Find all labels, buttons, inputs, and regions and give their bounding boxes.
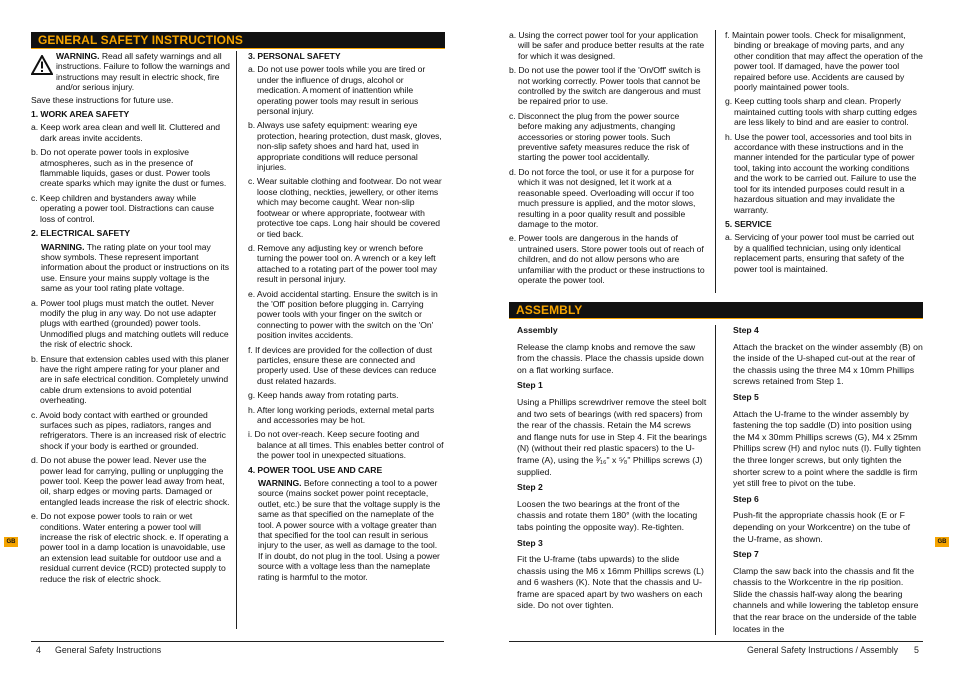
list-item: g. Keep hands away from rotating parts. xyxy=(248,390,399,401)
list-item: c. Disconnect the plug from the power source before making any adjustments, changing accessories or storing power tools. Such preventive safety measures reduce the risk of starting the power tool accidentally. xyxy=(509,110,690,163)
list-item: a. Keep work area clean and well lit. Cluttered and dark areas invite accidents. xyxy=(31,122,221,143)
step-4-text: Attach the bracket on the winder assembly (B) on the inside of the U-shaped cut-out at the rear of the chassis using the three M4 x 10mm Phillips screws retained from Step 1. xyxy=(733,341,923,387)
column-divider xyxy=(236,51,237,629)
heading-work-area-safety: 1. WORK AREA SAFETY xyxy=(31,109,130,120)
section-title-assembly: ASSEMBLY xyxy=(509,302,923,319)
heading-step-7: Step 7 xyxy=(733,549,759,560)
heading-assembly: Assembly xyxy=(517,325,558,335)
list-item: h. Use the power tool, accessories and tool bits in accordance with these instructions and in the manner intended for the particular type of power tool, taking into account the working conditions and the work to be carried out. Failure to use the tool for its intended purposes could result in a hazardous situation and may invalidate the warranty. xyxy=(725,131,917,215)
list-item: e. Avoid accidental starting. Ensure the switch is in the 'Off' position before plugging in. Carrying power tools with your finger on the switch or connecting to power with the switch on the 'On' position invites accidents. xyxy=(248,288,438,341)
list-item: b. Do not operate power tools in explosive atmospheres, such as in the presence of flammable liquids, gases or dust. Power tools create sparks which may ignite the dust or fumes. xyxy=(31,147,227,189)
right-column-1 xyxy=(509,30,705,289)
list-item: i. Do not over-reach. Keep secure footing and balance at all times. This enables better control of the power tool in unexpected situations. xyxy=(248,429,444,461)
step-3-text: Fit the U-frame (tabs upwards) to the slide chassis using the M6 x 16mm Phillips screws (L) and 6 washers (K). Note that the chassis and U-frame are spaced apart by two washers on each side. Do not over tighten. xyxy=(517,554,704,611)
assembly-column-2 xyxy=(733,325,923,639)
heading-step-4: Step 4 xyxy=(733,325,759,335)
list-item: c. Avoid body contact with earthed or grounded surfaces such as pipes, radiators, ranges and refrigerators. There is an increased risk of electric shock if your body is earthed or grounded. xyxy=(31,409,226,451)
list-item: c. Wear suitable clothing and footwear. Do not wear loose clothing, neckties, jewellery, or other items which may become caught. Wear non-slip footwear or where appropriate, footwear with protective toe caps. Long hair should be covered or tied back. xyxy=(248,176,442,239)
list-item: e. Power tools are dangerous in the hands of untrained users. Store power tools out of reach of children, and do not allow persons who are unfamiliar with the product or these instructions to operate the power tool. xyxy=(509,233,705,285)
list-item: f. Maintain power tools. Check for misalignment, binding or breakage of moving parts, and any other condition that may affect the operation of the power tool. If damaged, have the power tool repaired before use. Accidents are caused by poorly maintained power tools. xyxy=(725,30,923,93)
footer-rule-right xyxy=(509,641,923,642)
list-item: b. Ensure that extension cables used with this planer have the right ampere rating for your planer and are in safe electrical condition. Completely unwind cable drum extensions to avoid potential overheating. xyxy=(31,353,229,406)
heading-step-2: Step 2 xyxy=(517,482,543,493)
list-item: e. Do not expose power tools to rain or wet conditions. Water entering a power tool will increase the risk of electric shock. e. If operating a power tool in a damp location is unavoidable, use an extension lead suitable for outdoor use and a residual current device (RCD) protected supply to reduce the risk of electric shock. xyxy=(31,511,229,584)
heading-power-tool-use: 4. POWER TOOL USE AND CARE xyxy=(248,464,383,475)
heading-service: 5. SERVICE xyxy=(725,218,772,229)
list-item: f. If devices are provided for the collection of dust particles, ensure these are connected and properly used. Use of these devices can reduce dust related hazards. xyxy=(248,344,437,386)
heading-electrical-safety: 2. ELECTRICAL SAFETY xyxy=(31,228,131,239)
heading-step-3: Step 3 xyxy=(517,537,543,548)
left-column-1 xyxy=(31,51,231,588)
save-instructions: Save these instructions for future use. xyxy=(31,94,174,105)
list-item: a. Servicing of your power tool must be carried out by a qualified technician, using only identical replacement parts, ensuring that safety of the power tool is maintained. xyxy=(725,232,914,274)
column-divider xyxy=(715,325,716,635)
list-item: a. Using the correct power tool for your application will be safer and produce better results at the rate for which it was designed. xyxy=(509,30,705,61)
page-number-left: 4 xyxy=(36,645,41,655)
language-badge-left: GB xyxy=(4,537,18,547)
heading-step-6: Step 6 xyxy=(733,493,759,504)
power-tool-warning: WARNING. Before connecting a tool to a power source (mains socket power point receptacle, outlet, etc.) be sure that the voltage supply is the same as that specified on the nameplate of the tool. A power source with a voltage greater than that specified for the tool can result in serious injury to the user, as well as damage to the tool. If in doubt, do not plug in the tool. Using a power source with a voltage less than the nameplate rating is harmful to the motor. xyxy=(258,478,441,582)
column-divider xyxy=(715,30,716,293)
list-item: d. Do not force the tool, or use it for a purpose for which it was not designed, let it work at a reasonable speed. Overloading will occur if too much pressure is applied, and the motor slows, resulting in a poor quality result and possible damage to the motor. xyxy=(509,166,696,229)
section-title-general-safety: GENERAL SAFETY INSTRUCTIONS xyxy=(31,32,445,49)
list-item: g. Keep cutting tools sharp and clean. Properly maintained cutting tools with sharp cutting edges are less likely to bind and are easier to control. xyxy=(725,96,917,128)
list-item: b. Always use safety equipment: wearing eye protection, hearing protection, dust mask, gloves, non-slip safety shoes and hard hat, used in appropriate conditions will reduce personal injuries. xyxy=(248,120,442,173)
step-2-text: Loosen the two bearings at the front of the chassis and rotate them 180° (with the locating tabs pointing the opposite way). Re-tighten. xyxy=(517,498,698,532)
footer-title-right: General Safety Instructions / Assembly xyxy=(747,645,899,655)
general-warning: WARNING. Read all safety warnings and all instructions. Failure to follow the warnings and instructions may result in electric shock, fire and/or serious injury. xyxy=(56,51,230,93)
electrical-warning: WARNING. The rating plate on your tool may show symbols. These represent important information about the product or instructions on its use. Ensure your mains supply voltage is the same as your tool rating plate voltage. xyxy=(41,241,229,294)
list-item: d. Remove any adjusting key or wrench before turning the power tool on. A wrench or a key left attached to a rotating part of the power tool may result in personal injury. xyxy=(248,242,438,285)
heading-step-5: Step 5 xyxy=(733,391,759,402)
heading-personal-safety: 3. PERSONAL SAFETY xyxy=(248,51,341,61)
footer-title-left: General Safety Instructions xyxy=(55,645,162,655)
list-item: a. Power tool plugs must match the outlet. Never modify the plug in any way. Do not use adapter plugs with earthed (grounded) power tools. Unmodified plugs and matching outlets will reduce the risk of electric shock. xyxy=(31,297,229,350)
list-item: d. Do not abuse the power lead. Never use the power lead for carrying, pulling or unplugging the power tool. Keep the power lead away from heat, oil, sharp edges or moving parts. Damaged or entangled leads increase the risk of electric shock. xyxy=(31,455,230,507)
step-5-text: Attach the U-frame to the winder assembly by fastening the top saddle (D) into position using the M4 x 30mm Phillips screws (G), M4 x 25mm Phillips screw (H) and nyloc nuts (I). Fully tighten the three longer screws, but only tighten the shorter screw to a point where the saddle is firm yet still free to pivot on the tube. xyxy=(733,408,921,489)
heading-step-1: Step 1 xyxy=(517,380,543,391)
assembly-column-1 xyxy=(517,325,707,616)
left-column-2 xyxy=(248,51,444,586)
step-6-text: Push-fit the appropriate chassis hook (E or F depending on your Workcentre) on the tube of the U-frame, as shown. xyxy=(733,510,911,544)
list-item: b. Do not use the power tool if the 'On/Off' switch is not working correctly. Power tools that cannot be controlled by the switch are dangerous and must be repaired prior to use. xyxy=(509,65,701,107)
assembly-intro: Release the clamp knobs and remove the saw from the chassis. Place the chassis upside down on a flat working surface. xyxy=(517,341,704,375)
step-7-text: Clamp the saw back into the chassis and fit the chassis to the Workcentre in the rip position. Slide the chassis half-way along the bearing channels and while lowering the tabletop ensure that the rear brace on the underside of the table locates in the xyxy=(733,565,919,634)
language-badge-right: GB xyxy=(935,537,949,547)
right-column-2 xyxy=(725,30,923,278)
list-item: a. Do not use power tools while you are tired or under the influence of drugs, alcohol or medication. A moment of inattention while operating power tools may result in serious personal injury. xyxy=(248,64,426,117)
list-item: h. After long working periods, external metal parts and accessories may be hot. xyxy=(248,404,435,425)
page-number-right: 5 xyxy=(914,645,919,655)
list-item: c. Keep children and bystanders away while operating a power tool. Distractions can cause loss of control. xyxy=(31,192,214,224)
footer-rule-left xyxy=(31,641,444,642)
step-1-text: Using a Phillips screwdriver remove the steel bolt and two sets of bearings (with red spacers) from the rear of the chassis. Retain the M4 screws and flange nuts for use in Step 4. Fit the bearings (N) (without their red plastic spacers) to the U-frame (A), using the ³⁄₁₆" x ⁵⁄₈" Phillips screws (J) supplied. xyxy=(517,396,707,477)
